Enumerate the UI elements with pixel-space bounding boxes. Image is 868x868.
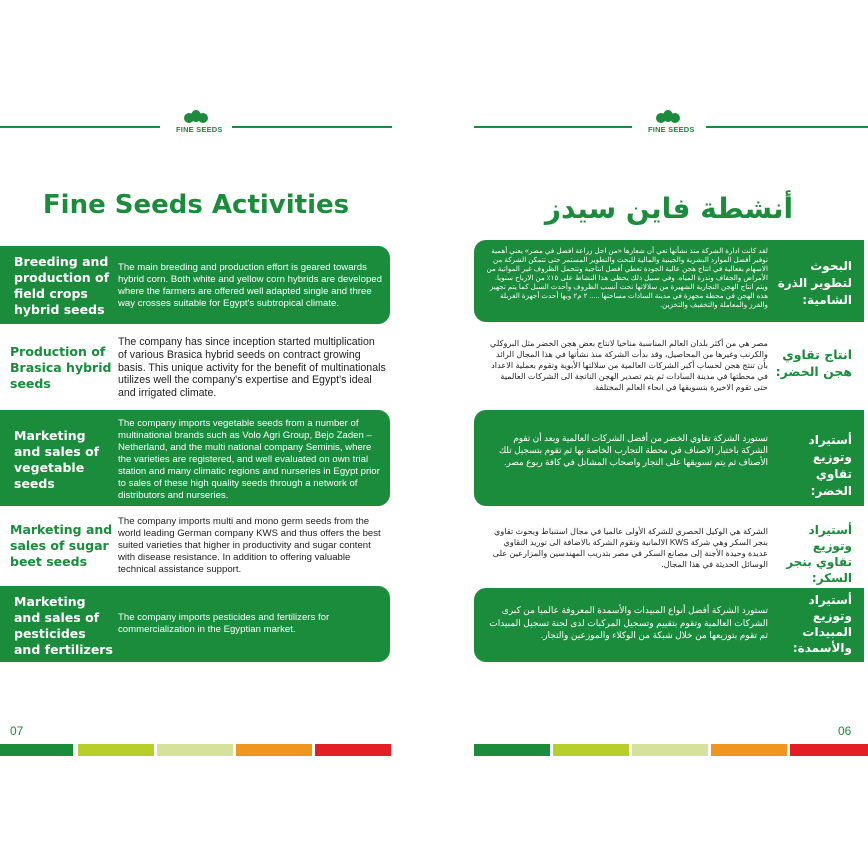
left-color-bar-pale-lime bbox=[157, 744, 233, 756]
right-page-number: 06 bbox=[838, 724, 852, 738]
left-row-4-text: The company imports multi and mono germ seeds from the world leading German company KWS and thus offers the best suited varieties that higher in productivity and sugar content with disease resistance. In addition to offering valuable technical assistance support. bbox=[118, 516, 381, 575]
right-row-4-label: أستيراد وتوزيع تقاوي بنجر السكر: bbox=[786, 523, 852, 585]
right-row-4 bbox=[474, 518, 864, 585]
right-logo bbox=[648, 110, 695, 134]
right-color-bar-red bbox=[790, 744, 868, 756]
left-color-bar-orange bbox=[236, 744, 312, 756]
right-page-title: أنشطة فاين سيدز bbox=[544, 192, 794, 225]
left-page-title: Fine Seeds Activities bbox=[42, 190, 350, 220]
right-logo-text: FINE SEEDS bbox=[648, 125, 695, 134]
right-row-3-text: تستورد الشركة تقاوي الخضر من أفضل الشركات العالمية وبعد أن تقوم الشركة باختبار الاصناف في محطة التجارب الخاصة بها ثم تقوم بتسجيل تلك الأصناف ثم يتم تسويقها على التجار واصحاب المشاتل في كافة ربوع مصر. bbox=[498, 433, 768, 467]
left-row-3-label: Marketing and sales of vegetable seeds bbox=[14, 428, 100, 491]
right-row-5-label: أستيراد وتوزيع المبيدات والأسمدة: bbox=[792, 593, 852, 655]
left-row-3 bbox=[0, 410, 390, 506]
right-row-4-text: الشركة هي الوكيل الحصري للشركة الأولى عالميا في مجال استنباط وبحوث تقاوي بنجر السكر وهي شركة KWS الالمانية وتقوم الشركة بالاضافة الى توريد التقاوي عديدة وحيدة الأجنة إلى مصانع السكر في مصر بتدريب المهندسين والمزارعين على الوسائل الحديثة في هذا المجال. bbox=[492, 527, 768, 569]
left-row-1 bbox=[0, 246, 390, 324]
left-header-line-right bbox=[232, 126, 392, 128]
right-row-3 bbox=[474, 410, 864, 506]
right-color-bar-green bbox=[474, 744, 550, 756]
right-row-2 bbox=[474, 334, 864, 404]
left-color-bar-red bbox=[315, 744, 391, 756]
left-row-4 bbox=[0, 514, 390, 582]
right-row-5-text: تستورد الشركة أفضل أنواع المبيدات والأسمدة المعروفة عالميا من كبرى الشركات العالمية وتقوم بتقييم وتسجيل المركبات لدى لجنة تسجيل المبيدات ثم تقوم بتوزيعها من خلال شبكة من الوكلاء والموزعين والتجار. bbox=[489, 605, 768, 640]
left-row-5-text: The company imports pesticides and fertilizers for commercialization in the Egyptian market. bbox=[118, 612, 330, 635]
right-row-3-label: أستيراد وتوزيع تقاوي الخضر: bbox=[808, 433, 852, 498]
right-color-bar-orange bbox=[711, 744, 787, 756]
left-row-2 bbox=[0, 334, 390, 404]
left-logo-text: FINE SEEDS bbox=[176, 125, 223, 134]
right-header-line-right bbox=[706, 126, 868, 128]
right-row-2-label: انتاج تقاوي هجن الخضر: bbox=[775, 347, 852, 379]
left-row-5 bbox=[0, 586, 390, 662]
leaf-logo-icon bbox=[183, 110, 209, 124]
right-header-line-left bbox=[474, 126, 632, 128]
left-color-bar-green bbox=[0, 744, 73, 756]
right-row-5 bbox=[474, 588, 864, 662]
right-row-1-text: لقد كانت ادارة الشركة منذ نشأتها تعي أن شعارها «من اجل زراعة افضل في مصر» يعني أهمية توفير أفضل الموارد البشرية والجينية والمالية للبحث والتطوير المستمر حتى تتمكن الشركة من الاسهام بفعالية في انتاج هجن عالية الجودة تعطي أفضل انتاجية وتتحمل الظروف غير المواتية من الأمراض والجفاف وندرة المياه. وفي سبيل ذلك يحظى هذا النشاط على ١٥٪ من الارباح سنويا. ويتم انتاج الهجن التجارية الشهيرة من سلالاتها تحت أنسب الظروف وأحدث السبل كما يتم تجهيز هذه الهجن في محطة مجهزة في مدينة السادات مساحتها ..... ٢ م٢ وبها أحدث أجهزة الغربلة والفرز والمعاملة والتخفيف والتخزين. bbox=[486, 246, 768, 309]
left-row-2-label: Production of Brasica hybrid seeds bbox=[10, 344, 112, 391]
left-row-4-label: Marketing and sales of sugar beet seeds bbox=[10, 522, 113, 569]
right-color-bar-pale-lime bbox=[632, 744, 708, 756]
left-row-3-text: The company imports vegetable seeds from a number of multinational brands such as Volo Agri Group, Bejo Zaden – Netherland, and the multi national company Seminis, where the varieties are registered, and well evaluated on own trial station and many climatic regions and nurseries in Egypt prior to sales of these high quality seeds through a network of distributors and nurseries. bbox=[118, 418, 380, 501]
right-row-1-label: البحوث لتطوير الذرة الشامية: bbox=[777, 259, 852, 307]
left-color-bar-lime bbox=[78, 744, 154, 756]
left-row-2-text: The company has since inception started multiplication of various Brasica hybrid seeds on contract growing basis. This unique activity for the benefit of multinationals utilizes well the company's expertise and Egypt's ideal and irrigated climate. bbox=[118, 336, 386, 400]
leaf-logo-icon bbox=[655, 110, 681, 124]
right-row-2-text: مصر هي من أكثر بلدان العالم المناسبة مناخيا لانتاج بعض هجن الخضر مثل البروكلي والكرنب وغيرها من المحاصيل، وقد بدأت الشركة منذ نشأتها في هذا المجال الرائد بأن تنتج هجن لحساب أكبر الشركات العالمية من سلالتها الأبوية وتقوم بعملية الاعداد في محطتها في مدينة السادات ثم يتم تصدير الهجن الناتجة الى الشركات العالمية حتى تقوم الاخيرة بتسويقها في انحاء العالم المختلفة. bbox=[490, 339, 768, 392]
left-row-5-label: Marketing and sales of pesticides and fertilizers bbox=[14, 594, 113, 657]
right-row-1 bbox=[474, 240, 864, 322]
left-logo bbox=[176, 110, 223, 134]
left-row-1-label: Breeding and production of field crops hybrid seeds bbox=[14, 254, 110, 317]
right-color-bar-lime bbox=[553, 744, 629, 756]
left-page-number: 07 bbox=[10, 724, 24, 738]
left-header-line-left bbox=[0, 126, 160, 128]
left-row-1-text: The main breeding and production effort is geared towards hybrid corn. Both white and yellow corn hybrids are developed where the farmers are offered well adapted single and three way crosses suitable for Egypt's subtropical climate. bbox=[118, 262, 382, 309]
